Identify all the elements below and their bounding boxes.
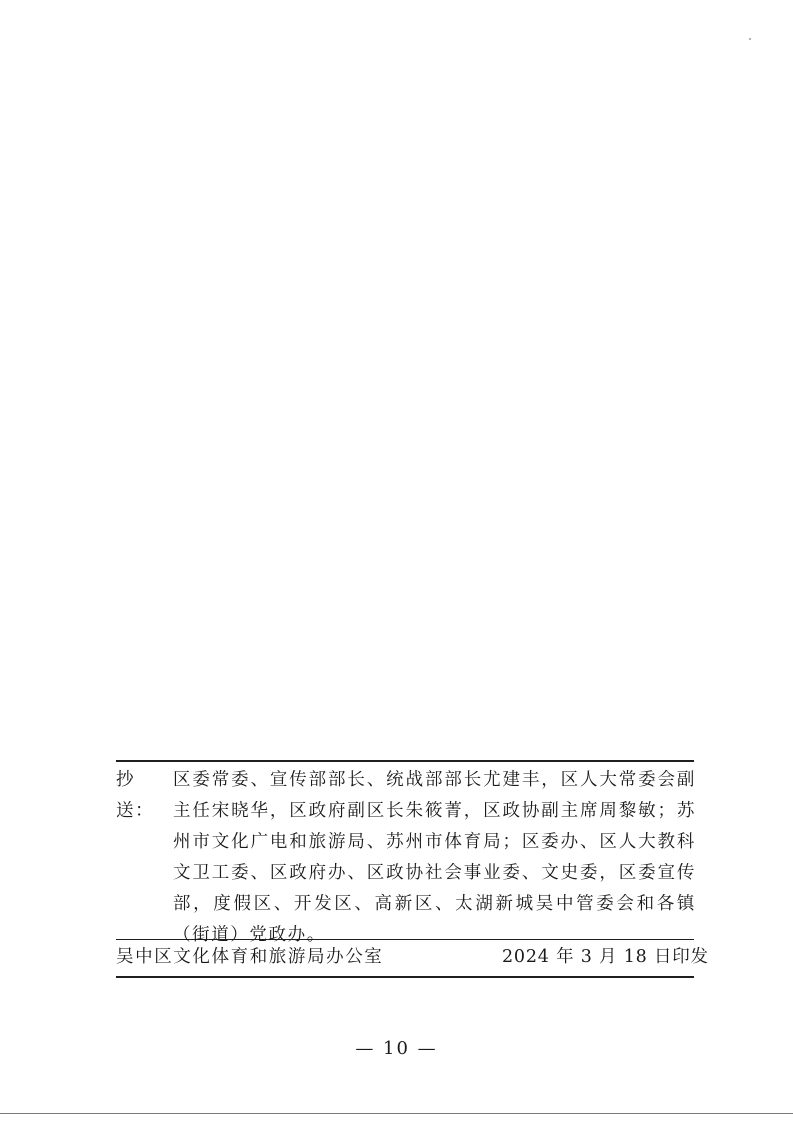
issue-date: 2024 年 3 月 18 日印发 (502, 947, 709, 967)
cc-block (116, 765, 696, 951)
scan-speck (749, 38, 751, 40)
scan-edge-line (0, 1113, 793, 1114)
page-number: — 10 — (355, 1038, 438, 1059)
issuing-office: 吴中区文化体育和旅游局办公室 (116, 947, 384, 967)
cc-middle-rule (116, 939, 694, 940)
footer-bottom-rule (116, 976, 694, 978)
cc-label: 抄送： (116, 770, 155, 821)
cc-recipients: 区委常委、宣传部部长、统战部部长尤建丰，区人大常委会副主任宋晓华，区政府副区长朱筱菁，区政协副主席周黎敏；苏州市文化广电和旅游局、苏州市体育局；区委办、区人大教科文卫工委、区政府办、区政协社会事业委、文史委，区委宣传部，度假区、开发区、高新区、太湖新城吴中管委会和各镇（街道）党政办。 (173, 770, 696, 945)
cc-top-rule (116, 760, 694, 762)
